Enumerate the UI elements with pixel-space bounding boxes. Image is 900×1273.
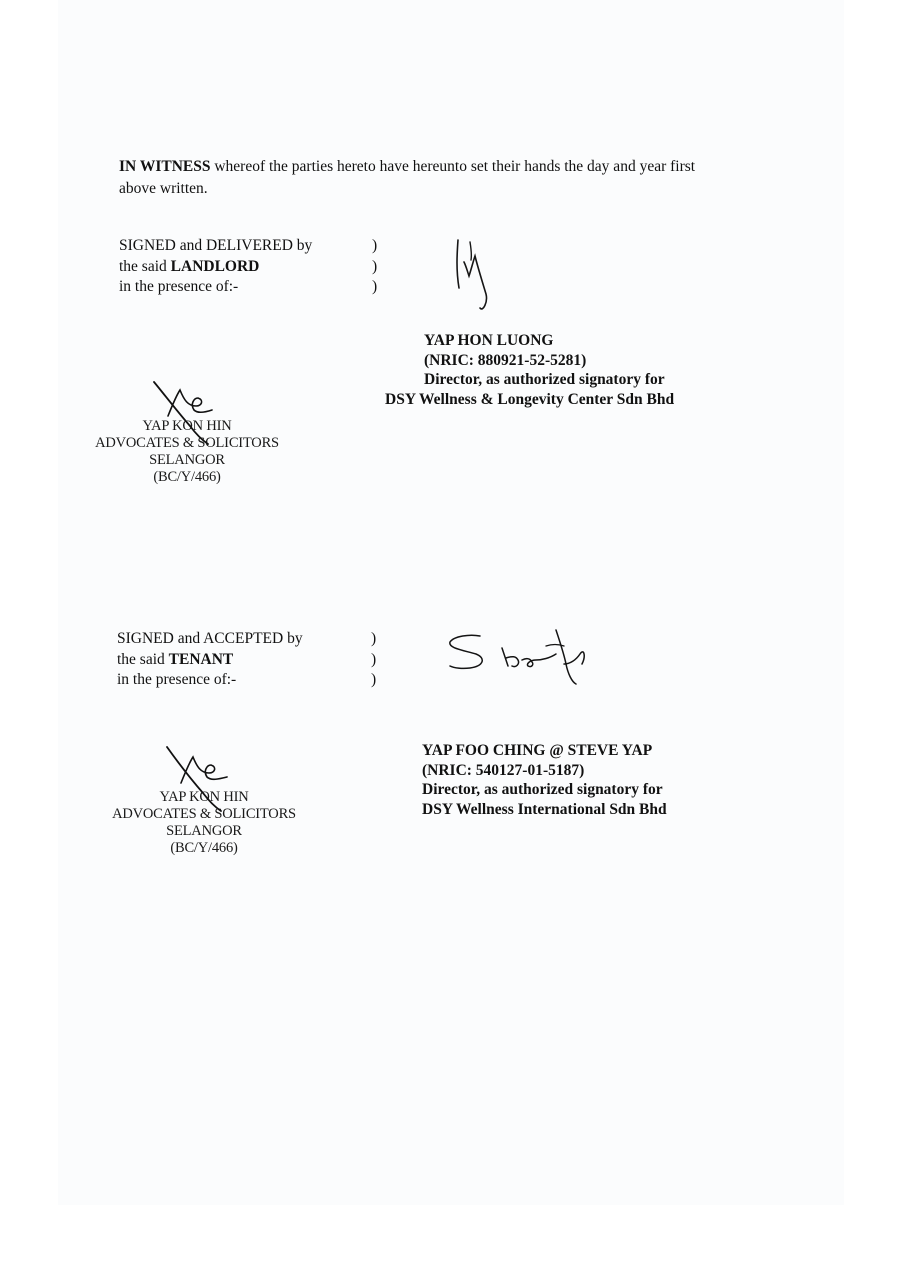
tenant-signature <box>446 624 596 688</box>
stamp-title: ADVOCATES & SOLICITORS <box>95 435 279 451</box>
landlord-signature <box>450 232 510 316</box>
paren: ) <box>371 650 377 668</box>
stamp-ref: (BC/Y/466) <box>153 469 221 485</box>
landlord-presence-line: in the presence of:- <box>119 278 239 295</box>
landlord-parentheses <box>372 236 377 298</box>
witness-signature <box>163 743 255 813</box>
tenant-role: Director, as authorized signatory for <box>422 781 663 798</box>
paren: ) <box>371 630 377 647</box>
stamp-state: SELANGOR <box>149 452 225 468</box>
stamp-state: SELANGOR <box>166 823 242 839</box>
tenant-company: DSY Wellness International Sdn Bhd <box>422 800 667 818</box>
paren: ) <box>372 278 378 295</box>
paren: ) <box>372 237 378 254</box>
stamp-title: ADVOCATES & SOLICITORS <box>112 806 296 822</box>
witness-text: whereof the parties hereto have hereunto set their hands the day and year first above written. <box>119 158 696 197</box>
landlord-nric: (NRIC: 880921-52-5281) <box>424 351 587 369</box>
tenant-nric: (NRIC: 540127-01-5187) <box>422 761 585 779</box>
tenant-said-line: the said TENANT <box>117 650 234 668</box>
landlord-signed-line: SIGNED and DELIVERED by <box>119 237 313 254</box>
landlord-company: DSY Wellness & Longevity Center Sdn Bhd <box>385 391 675 408</box>
landlord-party-details <box>424 331 665 390</box>
witness-signature <box>150 376 240 446</box>
tenant-signing-block <box>117 629 303 691</box>
paren: ) <box>371 671 377 688</box>
tenant-signed-line: SIGNED and ACCEPTED by <box>117 630 303 647</box>
landlord-signing-block <box>119 236 312 298</box>
stamp-name: YAP KON HIN <box>142 418 232 434</box>
witness-clause <box>119 156 729 200</box>
tenant-name: YAP FOO CHING @ STEVE YAP <box>422 742 653 759</box>
tenant-label: TENANT <box>168 650 234 668</box>
tenant-presence-line: in the presence of:- <box>117 671 237 688</box>
stamp-name: YAP KON HIN <box>159 789 249 805</box>
stamp-ref: (BC/Y/466) <box>170 840 238 856</box>
landlord-label: LANDLORD <box>170 257 260 275</box>
landlord-said-line: the said LANDLORD <box>119 257 260 275</box>
tenant-parentheses <box>371 629 376 691</box>
witness-lead: IN WITNESS <box>119 158 211 175</box>
paren: ) <box>372 257 378 275</box>
landlord-role: Director, as authorized signatory for <box>424 371 665 388</box>
landlord-name: YAP HON LUONG <box>424 332 554 349</box>
tenant-party-details <box>422 741 667 819</box>
